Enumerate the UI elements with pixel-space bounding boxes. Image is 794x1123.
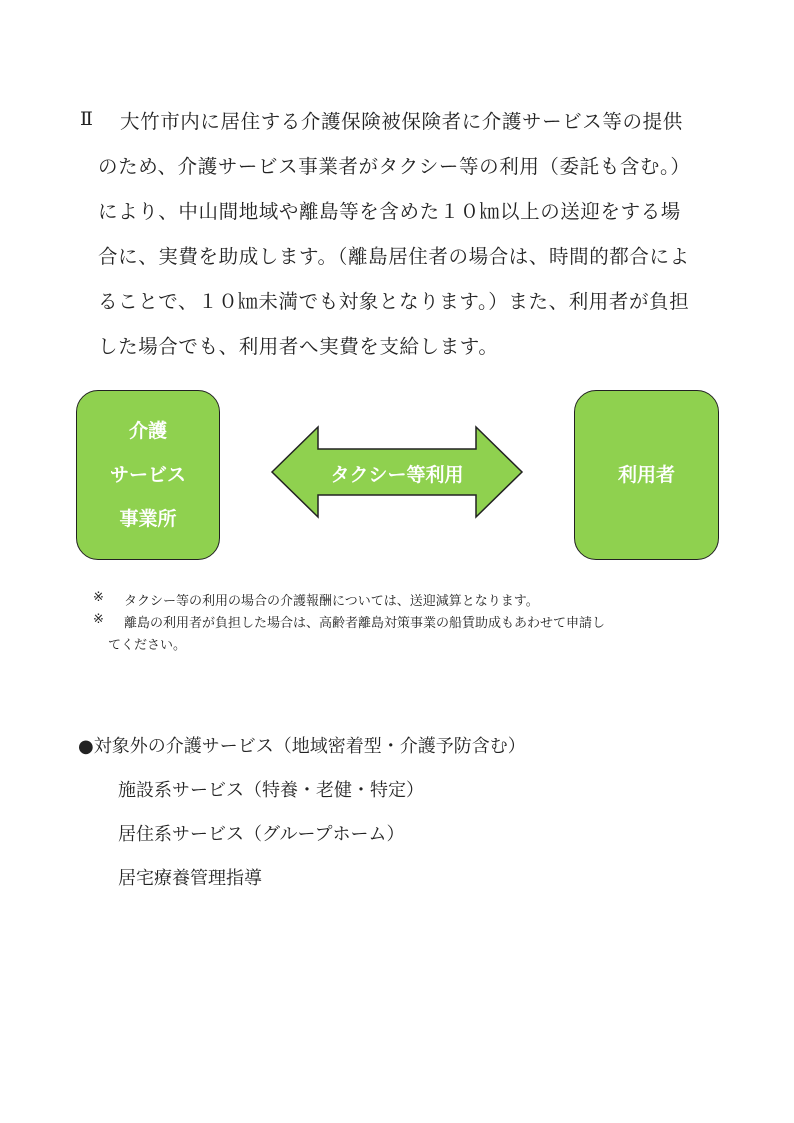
excluded-heading: ●対象外の介護サービス（地域密着型・介護予防含む）	[78, 736, 526, 757]
note-mark-1: ※	[93, 590, 104, 605]
provider-label-line-2: サービス	[109, 464, 186, 486]
paragraph-line-4: 合に、実費を助成します。（離島居住者の場合は、時間的都合によ	[98, 245, 690, 268]
user-box	[574, 390, 719, 560]
note-1: タクシー等の利用の場合の介護報酬については、送迎減算となります。	[124, 594, 539, 609]
provider-label-line-3: 事業所	[119, 508, 177, 530]
note-2-line-1: 離島の利用者が負担した場合は、高齢者離島対策事業の船賃助成もあわせて申請し	[124, 616, 606, 631]
service-provider-box	[76, 390, 220, 560]
paragraph-line-1: 大竹市内に居住する介護保険被保険者に介護サービス等の提供	[120, 110, 683, 133]
double-arrow-icon	[270, 424, 524, 520]
excluded-item-2: 居住系サービス（グループホーム）	[118, 824, 405, 845]
section-numeral: Ⅱ	[80, 108, 94, 130]
arrow-label: タクシー等利用	[330, 464, 464, 486]
excluded-item-3: 居宅療養管理指導	[118, 868, 262, 889]
paragraph-line-3: により、中山間地域や離島等を含めた１０㎞以上の送迎をする場	[98, 200, 681, 223]
provider-label-line-1: 介護	[128, 420, 167, 442]
excluded-item-1: 施設系サービス（特養・老健・特定）	[118, 780, 424, 801]
paragraph-line-6: した場合でも、利用者へ実費を支給します。	[98, 335, 499, 358]
note-mark-2: ※	[93, 612, 104, 627]
note-2-line-2: てください。	[108, 638, 187, 653]
user-label: 利用者	[617, 464, 675, 486]
paragraph-line-2: のため、介護サービス事業者がタクシー等の利用（委託も含む。）	[98, 155, 691, 178]
paragraph-line-5: ることで、１０㎞未満でも対象となります。）また、利用者が負担	[98, 290, 690, 313]
